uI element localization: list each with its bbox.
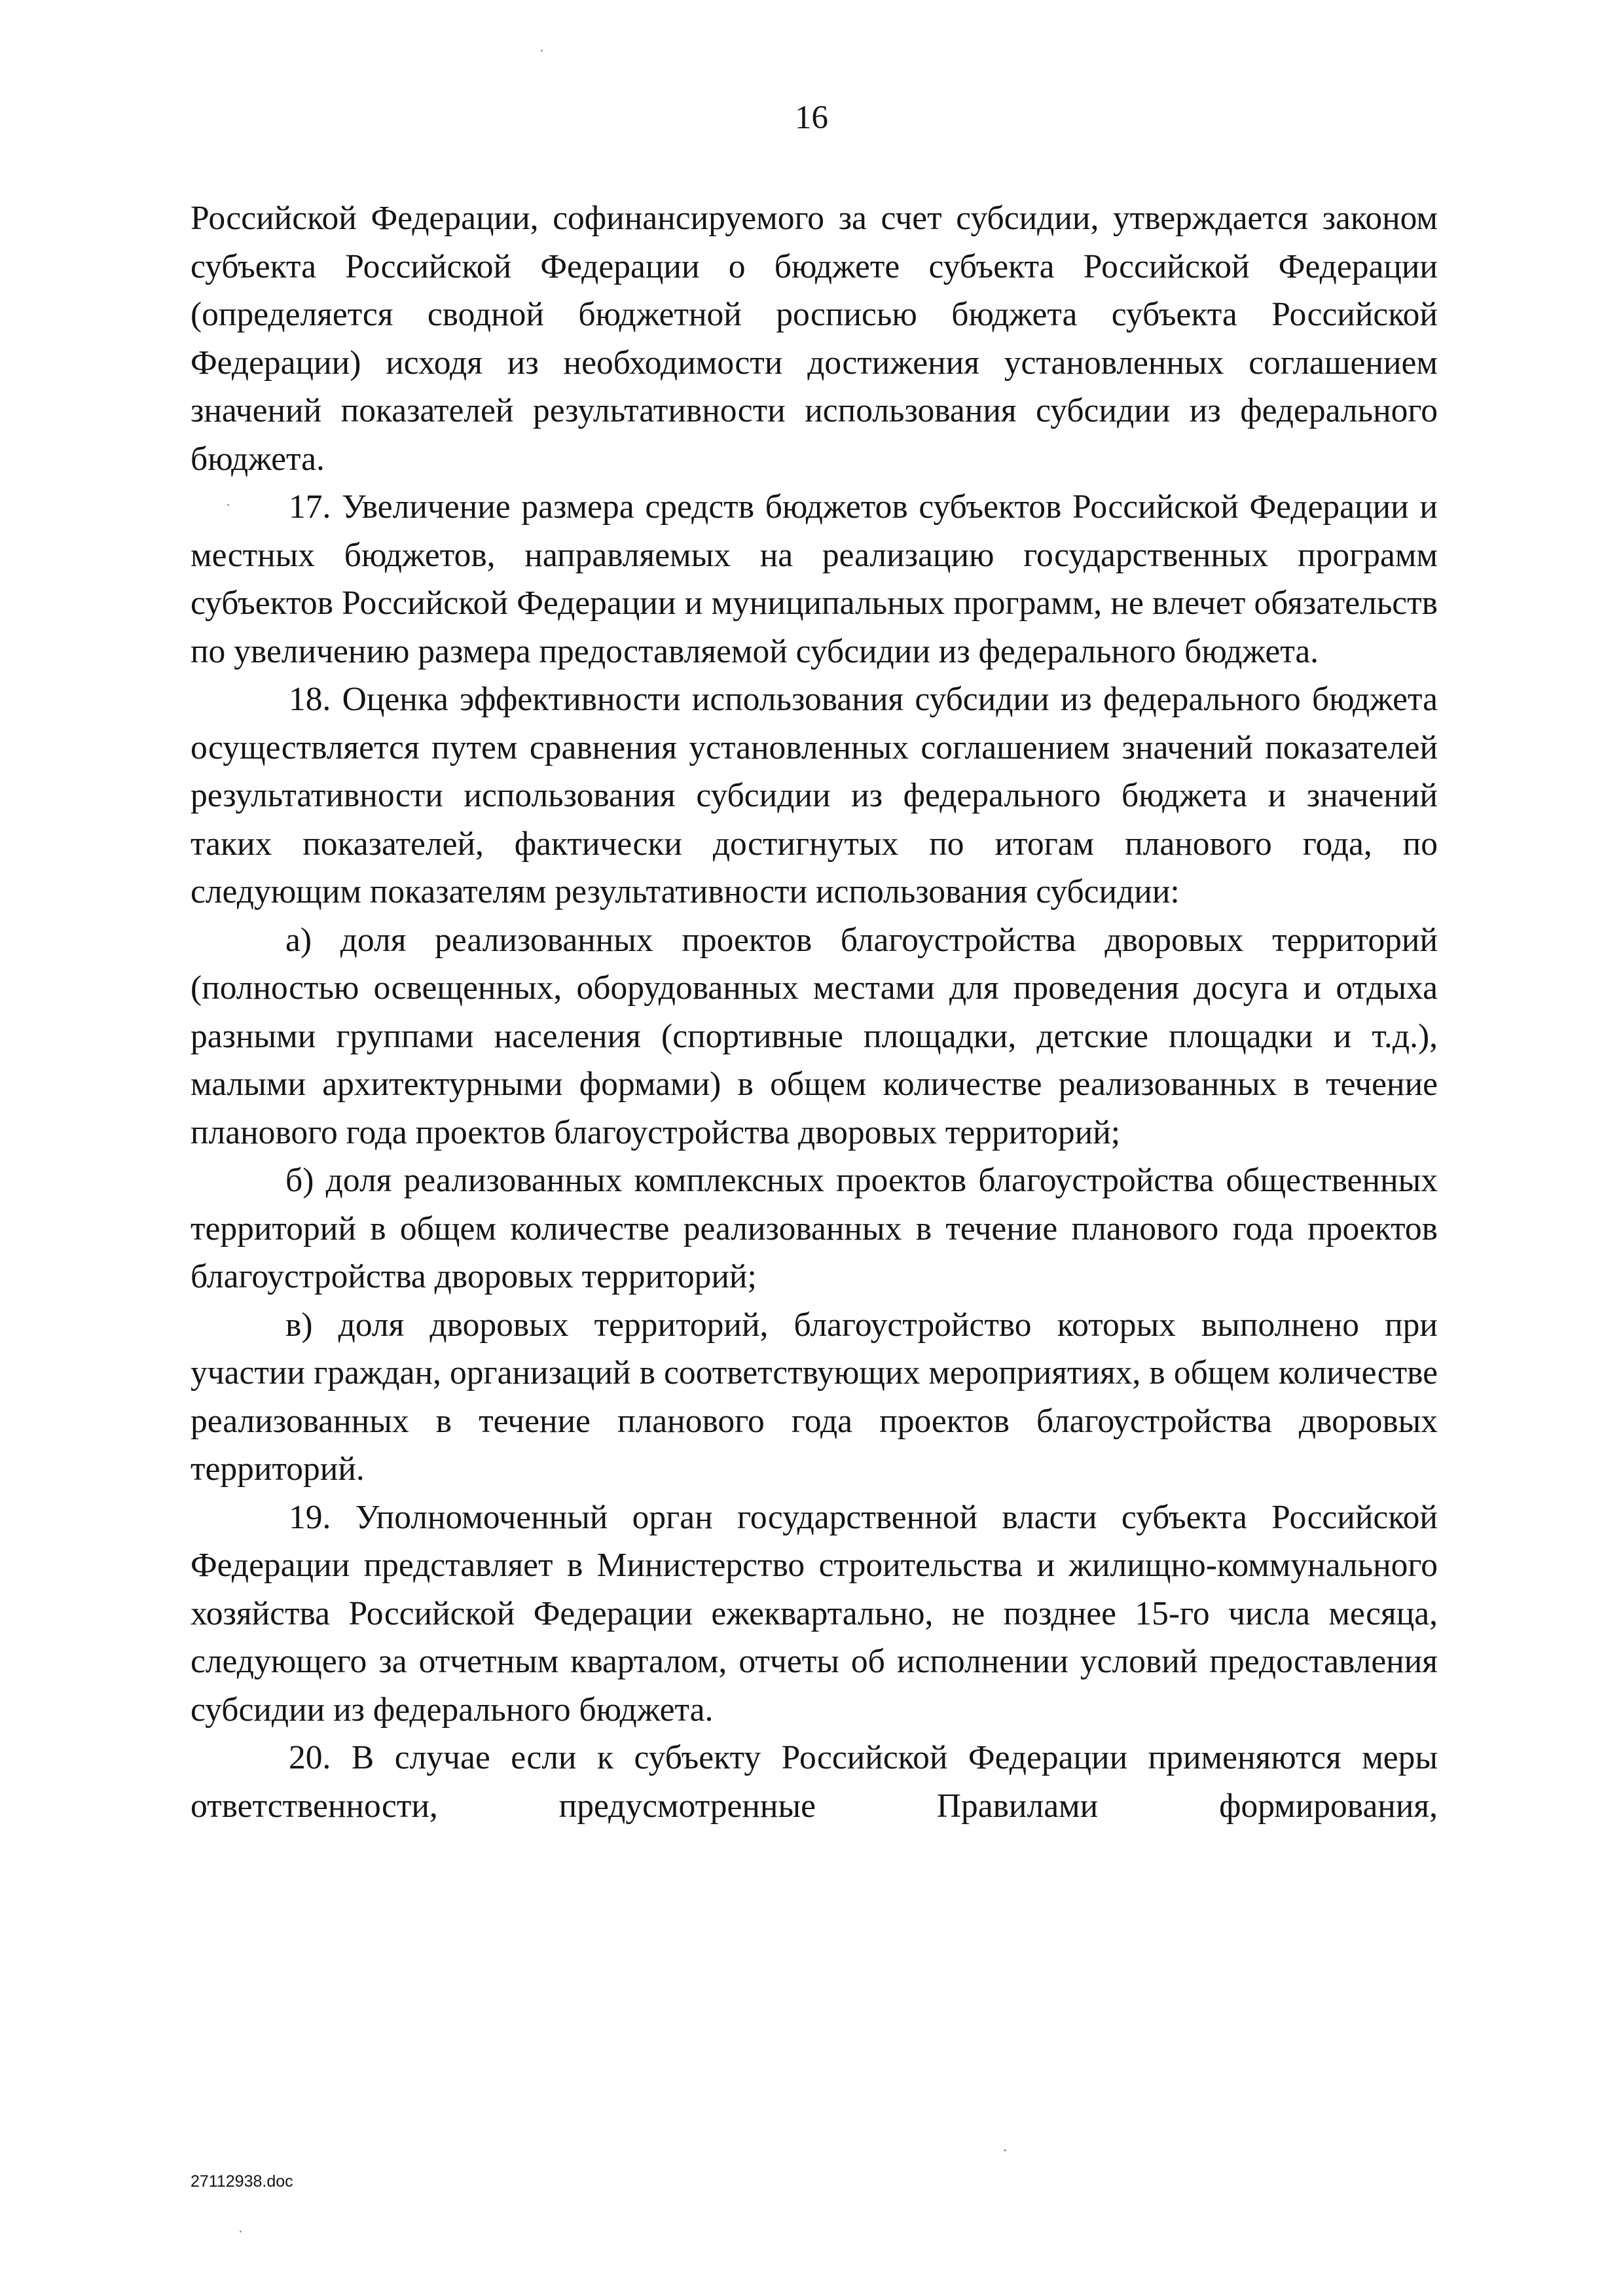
- scan-speck: [1004, 2149, 1006, 2151]
- paragraph-clause-18-b: б) доля реализованных комплексных проектов благоустройства общественных территорий в общем количестве реализованных в течение планового года проектов благоустройства дворовых территорий;: [191, 1162, 1438, 1295]
- page-number: 16: [795, 99, 828, 136]
- paragraph-continuation: Российской Федерации, софинансируемого за счет субсидии, утверждается законом субъекта Российской Федерации о бюджете субъекта Российской Федерации (определяется сводной бюджетной росписью бюджета субъекта Российской Федерации) исходя из необходимости достижения установленных соглашением значений показателей результативности использования субсидии из федерального бюджета.: [191, 200, 1438, 478]
- scan-speck: [541, 50, 543, 52]
- scan-speck: [227, 504, 229, 506]
- paragraph-clause-17: 17. Увеличение размера средств бюджетов субъектов Российской Федерации и местных бюджетов, направляемых на реализацию государственных программ субъектов Российской Федерации и муниципальных программ, не влечет обязательств по увеличению размера предоставляемой субсидии из федерального бюджета.: [191, 488, 1438, 670]
- scan-speck: [240, 2231, 242, 2233]
- footer-doc-id: 27112938.doc: [191, 2172, 293, 2191]
- document-body: [191, 194, 1438, 1830]
- paragraph-clause-18-a: а) доля реализованных проектов благоустройства дворовых территорий (полностью освещенных, оборудованных местами для проведения досуга и отдыха разными группами населения (спортивные площадки, детские площадки и т.д.), малыми архитектурными формами) в общем количестве реализованных в течение планового года проектов благоустройства дворовых территорий;: [191, 921, 1438, 1151]
- paragraph-clause-18-v: в) доля дворовых территорий, благоустройство которых выполнено при участии граждан, организаций в соответствующих мероприятиях, в общем количестве реализованных в течение планового года проектов благоустройства дворовых территорий.: [191, 1306, 1438, 1488]
- paragraph-clause-18: 18. Оценка эффективности использования субсидии из федерального бюджета осуществляется путем сравнения установленных соглашением значений показателей результативности использования субсидии из федерального бюджета и значений таких показателей, фактически достигнутых по итогам планового года, по следующим показателям результативности использования субсидии:: [191, 681, 1438, 910]
- paragraph-clause-20: 20. В случае если к субъекту Российской Федерации применяются меры ответственности, предусмотренные Правилами формирования,: [191, 1739, 1438, 1825]
- paragraph-clause-19: 19. Уполномоченный орган государственной власти субъекта Российской Федерации представляет в Министерство строительства и жилищно-коммунального хозяйства Российской Федерации ежеквартально, не позднее 15-го числа месяца, следующего за отчетным кварталом, отчеты об исполнении условий предоставления субсидии из федерального бюджета.: [191, 1498, 1438, 1729]
